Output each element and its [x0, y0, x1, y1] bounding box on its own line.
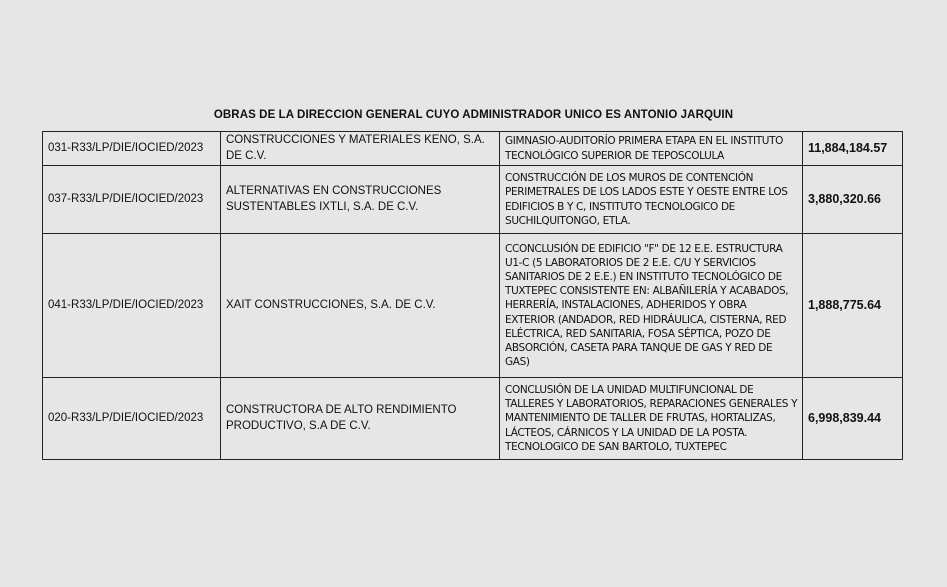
work-description-cell: GIMNASIO-AUDITORÍO PRIMERA ETAPA EN EL INSTITUTO TECNOLÓGICO SUPERIOR DE TEPOSCOLULA — [500, 132, 803, 166]
amount-cell: 3,880,320.66 — [803, 166, 903, 234]
contract-number-cell: 041-R33/LP/DIE/IOCIED/2023 — [43, 234, 221, 378]
contract-number-cell: 020-R33/LP/DIE/IOCIED/2023 — [43, 378, 221, 460]
table-row — [43, 378, 903, 460]
work-description-cell: CONSTRUCCIÓN DE LOS MUROS DE CONTENCIÓN PERIMETRALES DE LOS LADOS ESTE Y OESTE ENTRE LOS EDIFICIOS B Y C, INSTITUTO TECNOLOGICO DE SUCHILQUITONGO, ETLA. — [500, 166, 803, 234]
company-name-cell: ALTERNATIVAS EN CONSTRUCCIONES SUSTENTABLES IXTLI, S.A. DE C.V. — [221, 166, 500, 234]
table-row — [43, 132, 903, 166]
document-title: OBRAS DE LA DIRECCION GENERAL CUYO ADMINISTRADOR UNICO ES ANTONIO JARQUIN — [213, 109, 734, 121]
contract-number-cell: 031-R33/LP/DIE/IOCIED/2023 — [43, 132, 221, 166]
work-description-cell: CCONCLUSIÓN DE EDIFICIO "F" DE 12 E.E. ESTRUCTURA U1-C (5 LABORATORIOS DE 2 E.E. C/U Y SERVICIOS SANITARIOS DE 2 E.E.) EN INSTITUTO TECNOLÓGICO DE TUXTEPEC CONSISTENTE EN: ALBAÑILERÍA Y ACABADOS, HERRERÍA, INSTALACIONES, ADHERIDOS Y OBRA EXTERIOR (ANDADOR, RED HIDRÁULICA, CISTERNA, RED ELÉCTRICA, RED SANITARIA, FOSA SÉPTICA, POZO DE ABSORCIÓN, CASETA PARA TANQUE DE GAS Y RED DE GAS) — [500, 234, 803, 378]
company-name-cell: CONSTRUCCIONES Y MATERIALES KENO, S.A. DE C.V. — [221, 132, 500, 166]
contract-number-cell: 037-R33/LP/DIE/IOCIED/2023 — [43, 166, 221, 234]
amount-cell: 11,884,184.57 — [803, 132, 903, 166]
company-name-cell: CONSTRUCTORA DE ALTO RENDIMIENTO PRODUCTIVO, S.A DE C.V. — [221, 378, 500, 460]
works-table — [42, 131, 903, 460]
company-name-cell: XAIT CONSTRUCCIONES, S.A. DE C.V. — [221, 234, 500, 378]
table-row — [43, 166, 903, 234]
amount-cell: 1,888,775.64 — [803, 234, 903, 378]
work-description-cell: CONCLUSIÓN DE LA UNIDAD MULTIFUNCIONAL DE TALLERES Y LABORATORIOS, REPARACIONES GENERALES Y MANTENIMIENTO DE TALLER DE FRUTAS, HORTALIZAS, LÁCTEOS, CÁRNICOS Y LA UNIDAD DE LA POSTA. TECNOLOGICO DE SAN BARTOLO, TUXTEPEC — [500, 378, 803, 460]
table-row — [43, 234, 903, 378]
amount-cell: 6,998,839.44 — [803, 378, 903, 460]
